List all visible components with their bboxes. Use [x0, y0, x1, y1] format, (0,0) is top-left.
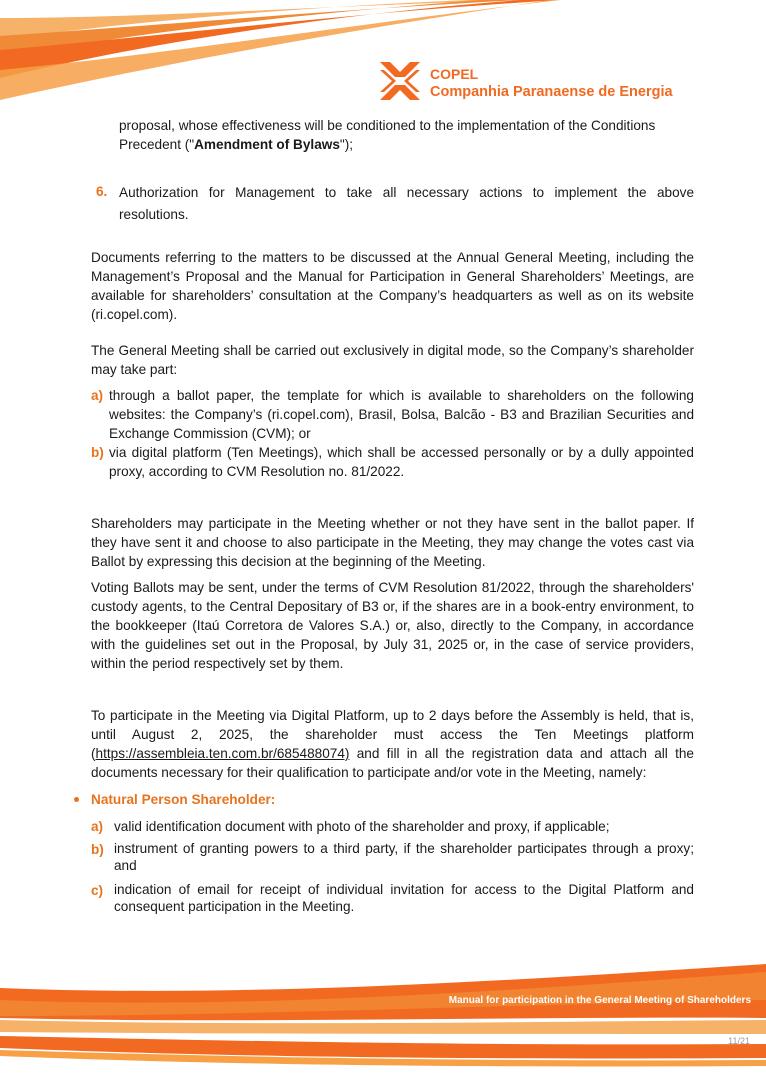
option-a-text: through a ballot paper, the template for which is available to shareholders on the following websites: the Company’s (ri.copel.com), Brasil, Bolsa, Balcão - B3 and Brazilian Securities and Exchange Commission (CVM); or [109, 388, 694, 441]
natural-person-heading: Natural Person Shareholder: [91, 792, 276, 807]
voting-ballots-paragraph: Voting Ballots may be sent, under the terms of CVM Resolution 81/2022, through the shareholders' custody agents, to the Central Depositary of B3 or, if the shares are in a book-entry environment, to the bookkeeper (Itaú Corretora de Valores S.A.) or, also, directly to the Company, in accordance with the guidelines set out in the Proposal, by July 31, 2025 or, in the case of service providers, within the period respectively set by them. [91, 580, 694, 671]
ballot-paragraph: Shareholders may participate in the Meeting whether or not they have sent in the ballot paper. If they have sent it and choose to also participate in the Meeting, they may change the votes cast via Ballot by expressing this decision at the beginning of the Meeting. [91, 516, 694, 569]
natural-item-c-text: indication of email for receipt of individual invitation for access to the Digital Platform and consequent participation in the Meeting. [114, 882, 694, 914]
documents-paragraph: Documents referring to the matters to be discussed at the Annual General Meeting, including the Management’s Proposal and the Manual for Participation in General Shareholders’ Meetings, are available for shareholders’ consultation at the Company’s headquarters as well as on its website (ri.copel.com). [91, 250, 694, 322]
natural-item-b-text: instrument of granting powers to a third party, if the shareholder participates through a proxy; and [114, 841, 694, 873]
ten-meetings-link[interactable]: https://assembleia.ten.com.br/685488074) [95, 746, 350, 761]
digital-platform-text-pre: To participate in the Meeting via Digital Platform, up to 2 days before the Assembly is held, that is, until August 2, 2025, the shareholder must access the Ten Meetings platform ( [91, 708, 694, 761]
natural-item-a-marker: a) [91, 819, 104, 834]
footer-title: Manual for participation in the General Meeting of Shareholders [448, 995, 751, 1006]
digital-mode-paragraph: The General Meeting shall be carried out exclusively in digital mode, so the Company’s shareholder may take part: [91, 343, 694, 377]
footer-swoosh [0, 960, 766, 1084]
item-6-text: Authorization for Management to take all necessary actions to implement the above resolutions. [119, 185, 694, 222]
continued-line-2-pre: Precedent (" [119, 137, 195, 152]
bullet-icon [74, 797, 79, 802]
continued-line-2 [119, 135, 694, 154]
continued-paragraph [119, 116, 694, 154]
copel-logo-icon [378, 60, 422, 102]
company-full-name: Companhia Paranaense de Energia [430, 84, 673, 100]
continued-line-1: proposal, whose effectiveness will be conditioned to the implementation of the Conditions [119, 118, 656, 133]
option-b-marker: b) [91, 445, 104, 460]
natural-item-c-marker: c) [91, 883, 104, 898]
company-logo [378, 60, 698, 104]
digital-platform-text-post: and fill in all the registration data and attach all the documents necessary for their qualification to participate and/or vote in the Meeting, namely: [91, 746, 694, 780]
page-number: 11/21 [728, 1036, 750, 1046]
company-short-name: COPEL [430, 66, 479, 82]
option-b-text: via digital platform (Ten Meetings), which shall be accessed personally or by a dully appointed proxy, according to CVM Resolution no. 81/2022. [109, 445, 694, 479]
item-6-number: 6. [96, 184, 108, 199]
natural-item-b-marker: b) [91, 842, 104, 857]
option-a-marker: a) [91, 388, 104, 403]
natural-item-a-text: valid identification document with photo of the shareholder and proxy, if applicable; [114, 819, 610, 834]
continued-line-2-post: "); [339, 137, 354, 152]
digital-platform-paragraph [91, 706, 694, 782]
amendment-of-bylaws-term: Amendment of Bylaws [194, 137, 340, 152]
